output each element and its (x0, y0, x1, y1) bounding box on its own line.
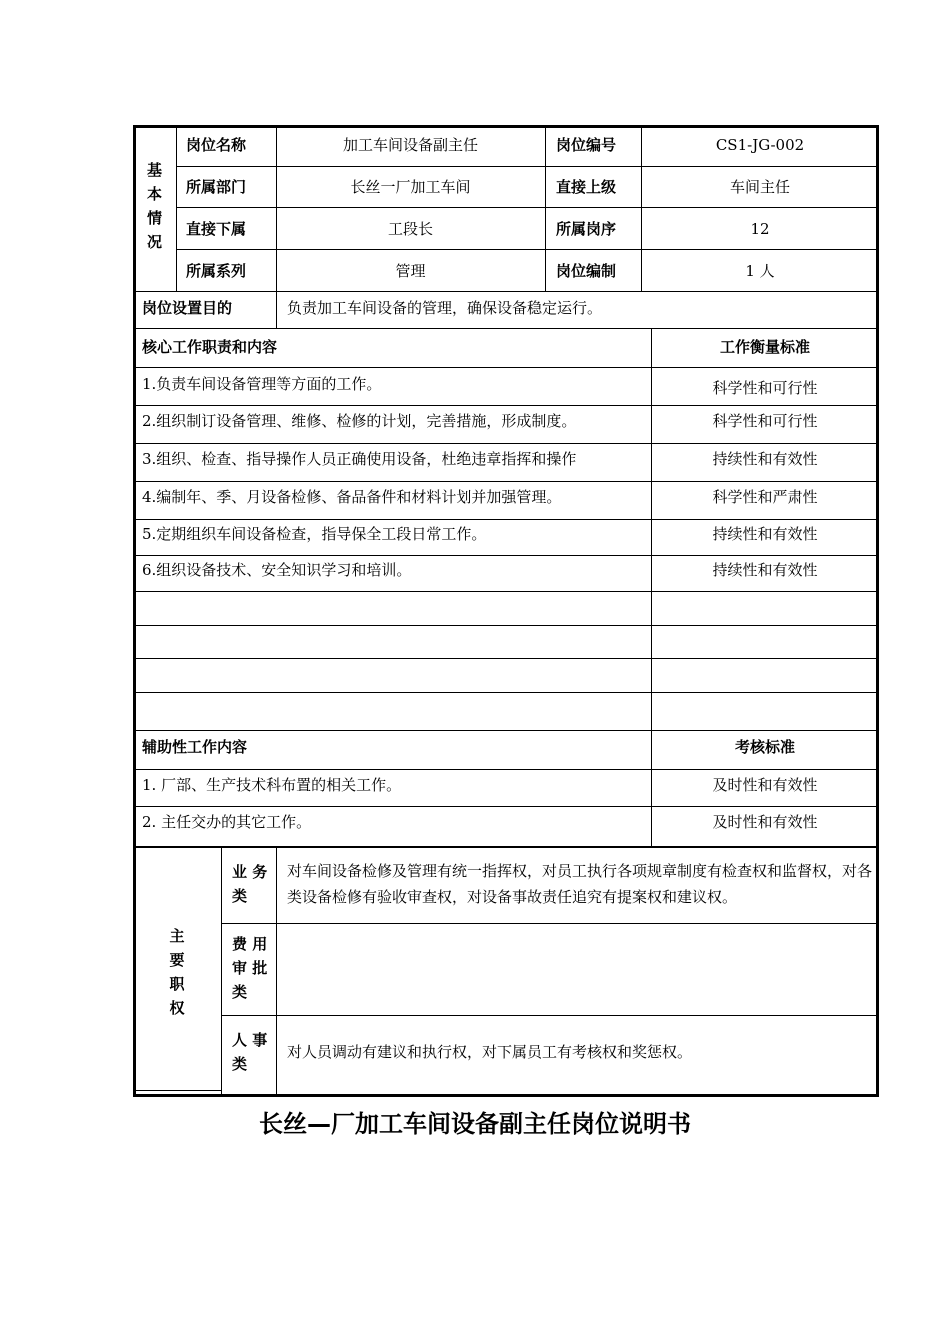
aux-standard-header: 考核标准 (734, 738, 795, 756)
value-subordinates: 工段长 (387, 220, 433, 238)
row-divider (133, 769, 879, 770)
core-duty-item: 6.组织设备技术、安全知识学习和培训。 (142, 561, 412, 579)
value-job-series: 管理 (395, 262, 426, 280)
basic-section-label: 基 本 情 况 (146, 161, 162, 251)
aux-duties-header: 辅助性工作内容 (142, 738, 248, 756)
core-duty-item: 2.组织制订设备管理、维修、检修的计划，完善措施，形成制度。 (142, 412, 577, 430)
row-divider (133, 443, 879, 444)
power-text-business: 对车间设备检修及管理有统一指挥权，对员工执行各项规章制度有检查权和监督权，对各类设备检修有验收审查权，对设备事故责任追究有提案权和建议权。 (287, 862, 873, 906)
powers-section-label: 主 要 职 权 (169, 927, 185, 1017)
core-duties-header: 核心工作职责和内容 (142, 338, 278, 356)
aux-duty-standard: 及时性和有效性 (712, 776, 818, 794)
core-duty-standard: 科学性和严肃性 (712, 488, 818, 506)
row-divider (133, 555, 879, 556)
row-divider (133, 692, 879, 693)
label-department: 所属部门 (186, 178, 247, 196)
label-job-code: 岗位编号 (556, 136, 617, 154)
value-headcount: 1 人 (745, 262, 775, 280)
col-divider (651, 328, 652, 846)
core-duty-item: 4.编制年、季、月设备检修、备品备件和材料计划并加强管理。 (142, 488, 562, 506)
aux-duty-item: 2. 主任交办的其它工作。 (142, 813, 312, 831)
value-job-rank: 12 (750, 220, 770, 238)
row-divider (133, 591, 879, 592)
col-divider (176, 125, 177, 291)
core-duty-standard: 科学性和可行性 (712, 379, 818, 397)
label-headcount: 岗位编制 (556, 262, 617, 280)
col-divider (545, 125, 546, 291)
row-divider (133, 519, 879, 520)
core-duty-item: 1.负责车间设备管理等方面的工作。 (142, 375, 382, 393)
label-job-rank: 所属岗序 (556, 220, 617, 238)
label-job-series: 所属系列 (186, 262, 247, 280)
core-duty-item: 5.定期组织车间设备检查，指导保全工段日常工作。 (142, 525, 487, 543)
label-job-title: 岗位名称 (186, 136, 247, 154)
row-divider (176, 166, 879, 167)
power-category-expense: 费 用 审 批 类 (232, 935, 268, 1001)
row-divider (133, 405, 879, 406)
label-subordinates: 直接下属 (186, 220, 247, 238)
row-divider (133, 328, 879, 329)
row-divider (221, 1015, 879, 1016)
purpose-label: 岗位设置目的 (142, 299, 233, 317)
row-divider (176, 207, 879, 208)
value-job-code: CS1-JG-002 (715, 136, 805, 154)
value-job-title: 加工车间设备副主任 (342, 136, 478, 154)
aux-duty-standard: 及时性和有效性 (712, 813, 818, 831)
document-title: 长丝—厂加工车间设备副主任岗位说明书 (259, 1110, 691, 1138)
core-duty-item: 3.组织、检查、指导操作人员正确使用设备，杜绝违章指挥和操作 (142, 450, 577, 468)
core-duty-standard: 持续性和有效性 (712, 561, 818, 579)
power-category-personnel: 人 事 类 (232, 1031, 268, 1073)
core-duty-standard: 持续性和有效性 (712, 525, 818, 543)
power-text-personnel: 对人员调动有建议和执行权，对下属员工有考核权和奖惩权。 (287, 1043, 693, 1061)
col-divider (276, 291, 277, 328)
power-category-business: 业 务 类 (232, 863, 268, 905)
row-divider (221, 923, 879, 924)
value-department: 长丝一厂加工车间 (350, 178, 471, 196)
purpose-text: 负责加工车间设备的管理，确保设备稳定运行。 (287, 299, 603, 317)
value-supervisor: 车间主任 (729, 178, 790, 196)
row-divider (133, 806, 879, 807)
row-divider (133, 481, 879, 482)
col-divider (221, 846, 222, 1097)
row-divider (133, 1090, 221, 1091)
aux-duty-item: 1. 厂部、生产技术科布置的相关工作。 (142, 776, 402, 794)
col-divider (276, 846, 277, 1097)
row-divider (133, 625, 879, 626)
core-standard-header: 工作衡量标准 (719, 338, 810, 356)
row-divider (133, 846, 879, 848)
row-divider (133, 730, 879, 731)
core-duty-standard: 持续性和有效性 (712, 450, 818, 468)
label-supervisor: 直接上级 (556, 178, 617, 196)
row-divider (133, 367, 879, 368)
row-divider (133, 658, 879, 659)
row-divider (133, 291, 879, 292)
row-divider (176, 249, 879, 250)
core-duty-standard: 科学性和可行性 (712, 412, 818, 430)
